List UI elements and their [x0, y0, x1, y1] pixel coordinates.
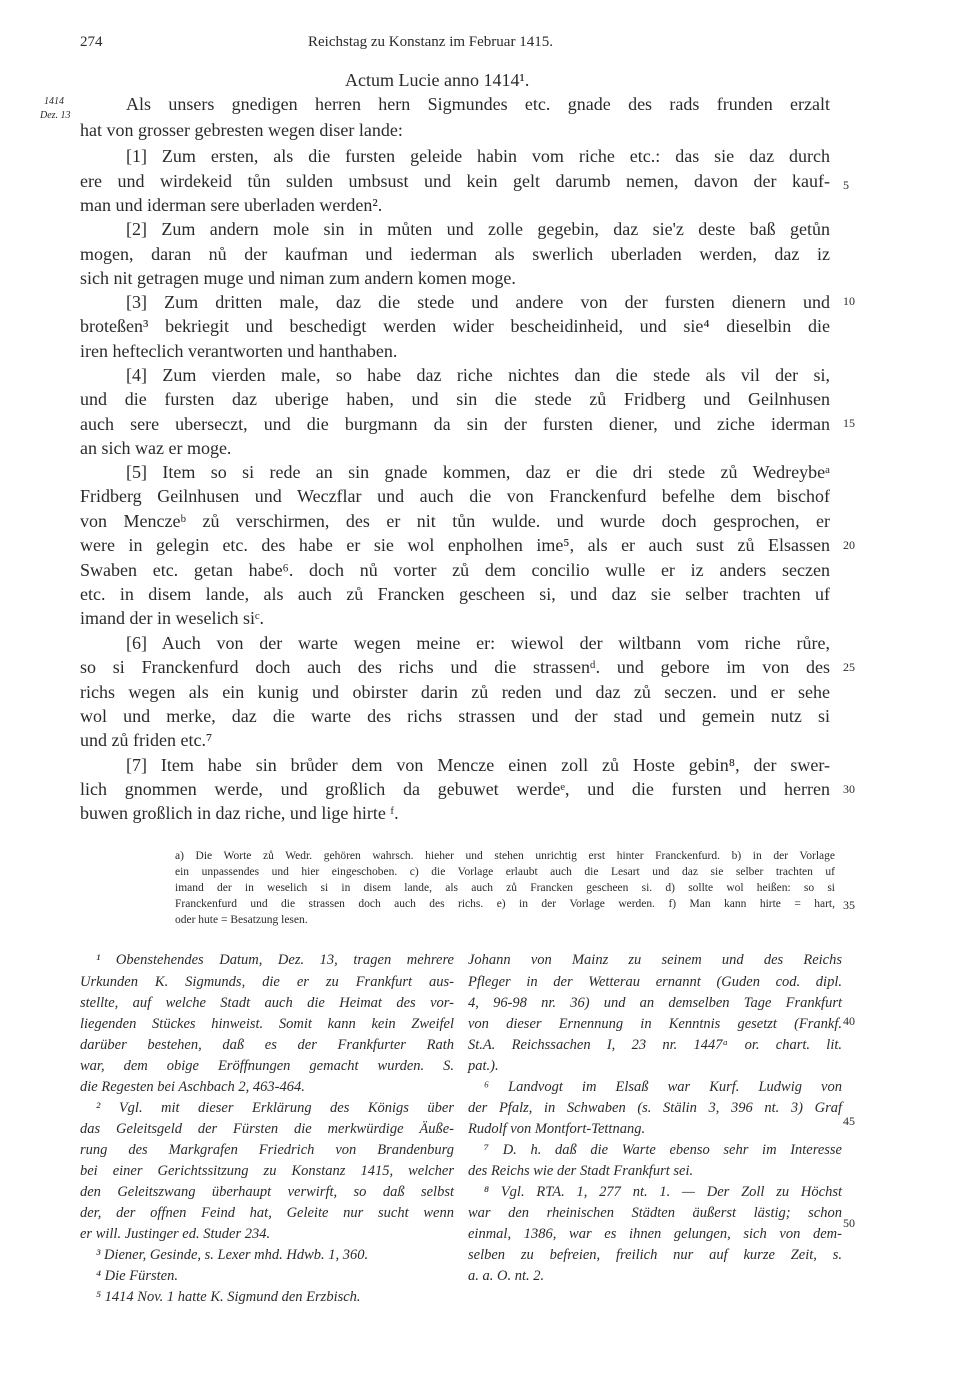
footnote-line: ⁸ Vgl. RTA. 1, 277 nt. 1. — Der Zoll zu Höchst: [484, 1184, 842, 1200]
footnote-line: der Pfalz, in Schwaben (s. Stälin 3, 396 nt. 3) Graf: [468, 1100, 842, 1116]
footnote-line: ³ Diener, Gesinde, s. Lexer mhd. Hdwb. 1, 360.: [96, 1247, 369, 1263]
body-line: ere und wirdekeid tůn sulden umbsust und kein gelt darumb nemen, davon der kauf-: [80, 171, 830, 191]
body-line: [1] Zum ersten, als die fursten geleide habin vom riche etc.: das sie daz durch: [126, 146, 830, 166]
footnote-line: a. a. O. nt. 2.: [468, 1268, 545, 1284]
body-line: [2] Zum andern mole sin in můten und zolle gegebin, daz sie'z deste baß getůn: [126, 219, 830, 239]
body-line: von Menczeᵇ zů verschirmen, des er nit tůn wulde. und wurde doch gesprochen, er: [80, 511, 830, 531]
body-line: und zů friden etc.⁷: [80, 730, 213, 750]
footnote-line: Urkunden K. Sigmunds, die er zu Frankfurt aus-: [80, 974, 454, 990]
body-line: imand der in weselich siᶜ.: [80, 608, 265, 628]
body-line: so si Franckenfurd doch auch des richs und die strassenᵈ. und gebore im von des: [80, 657, 830, 677]
document-heading: Actum Lucie anno 1414¹.: [345, 70, 530, 90]
footnote-line: ⁵ 1414 Nov. 1 hatte K. Sigmund den Erzbisch.: [96, 1289, 361, 1305]
line-number: 5: [843, 178, 849, 192]
body-line: sich nit getragen muge und niman zum andern komen moge.: [80, 268, 516, 288]
body-line: wol und merke, daz die warte des richs strassen und der stad und gemein nutz si: [80, 706, 830, 726]
body-line: [3] Zum dritten male, daz die stede und andere von der fursten dienern und: [126, 292, 830, 312]
body-line: an sich waz er moge.: [80, 438, 232, 458]
footnote-line: rung des Markgrafen Friedrich von Brandenburg: [80, 1142, 454, 1158]
footnote-line: St.A. Reichssachen I, 23 nr. 1447ᵃ or. chart. lit.: [468, 1037, 842, 1053]
footnote-line: 4, 96-98 nr. 36) und an demselben Tage Frankfurt: [468, 995, 842, 1011]
line-number: 50: [843, 1216, 855, 1230]
line-number: 10: [843, 294, 855, 308]
footnote-line: von dieser Ernennung in Kenntnis gesetzt (Frankf.: [468, 1016, 842, 1032]
line-number: 30: [843, 782, 855, 796]
body-line: richs wegen als ein kunig und obirster darin zů reden und daz zů seczen. und er sehe: [80, 682, 830, 702]
margin-date: Dez. 13: [40, 110, 71, 121]
body-line: auch sere uberseczt, und die burgmann da sin der fursten diener, und ziche iderman: [80, 414, 830, 434]
variant-note-line: ein unpassendes und hier eingeschoben. c) die Vorlage erlaubt auch die Lesart und daz sie selber trachten uf: [175, 866, 835, 878]
footnote-line: bei einer Gerichtssitzung zu Konstanz 1415, welcher: [80, 1163, 454, 1179]
footnote-line: ² Vgl. mit dieser Erklärung des Königs über: [96, 1100, 454, 1116]
footnote-line: er will. Justinger ed. Studer 234.: [80, 1226, 271, 1242]
footnote-line: ⁷ D. h. daß die Warte ebenso sehr im Interesse: [484, 1142, 842, 1158]
footnote-line: Johann von Mainz zu seinem und des Reichs: [468, 952, 842, 968]
body-line: etc. in disem lande, als auch zů Francken gescheen si, und daz sie selber trachten uf: [80, 584, 830, 604]
body-line: broteßen³ bekriegit und beschedigt werden wider bescheidinheid, und sie⁴ dieselbin die: [80, 316, 830, 336]
footnote-line: selben zu befreien, freilich nur auf kurze Zeit, s.: [468, 1247, 842, 1263]
footnote-line: war, dem obige Eröffnungen gemacht wurden. S.: [80, 1058, 454, 1074]
footnote-line: den Geleitszwang überhaupt verwirft, so daß selbst: [80, 1184, 454, 1200]
margin-year: 1414: [44, 96, 64, 107]
line-number: 40: [843, 1014, 855, 1028]
body-line: [7] Item habe sin brůder dem von Mencze einen zoll zů Hoste gebin⁸, der swer-: [126, 755, 830, 775]
footnote-line: liegenden Stückes hinweist. Somit kann kein Zweifel: [80, 1016, 454, 1032]
line-number: 35: [843, 898, 855, 912]
footnote-line: der, der offnen Feind hat, Geleite nur sucht wenn: [80, 1205, 454, 1221]
body-line: man und iderman sere uberladen werden².: [80, 195, 383, 215]
body-line: [6] Auch von der warte wegen meine er: wiewol der wiltbann vom riche růre,: [126, 633, 830, 653]
footnote-line: des Reichs wie der Stadt Frankfurt sei.: [468, 1163, 694, 1179]
body-line: Als unsers gnedigen herren hern Sigmundes etc. gnade des rads frunden erzalt: [126, 94, 830, 114]
body-line: hat von grosser gebresten wegen diser lande:: [80, 120, 403, 140]
line-number: 25: [843, 660, 855, 674]
footnote-line: die Regesten bei Aschbach 2, 463-464.: [80, 1079, 305, 1095]
footnote-line: stellte, auf welche Stadt auch die Heimat des vor-: [80, 995, 454, 1011]
footnote-line: ⁴ Die Fürsten.: [96, 1268, 178, 1284]
body-line: und die fursten daz uberige haben, und sin die stede zů Fridberg und Geilnhusen: [80, 389, 830, 409]
variant-note-line: a) Die Worte zů Wedr. gehören wahrsch. hieher und stehen unrichtig erst hinter Franckenfurd. b) in der Vorlage: [175, 850, 835, 862]
footnote-line: das Geleitsgeld der Fürsten die merkwürdige Äuße-: [80, 1121, 454, 1137]
body-line: were in gelegin etc. des habe er sie wol enpholhen ime⁵, als er auch sust zů Elsassen: [80, 535, 830, 555]
body-line: [4] Zum vierden male, so habe daz riche nichtes dan die stede als vil der si,: [126, 365, 830, 385]
line-number: 45: [843, 1114, 855, 1128]
body-line: mogen, daran nů der kaufman und iederman als swerlich uberladen werden, daz iz: [80, 244, 830, 264]
body-line: iren hefteclich verantworten und hanthaben.: [80, 341, 398, 361]
footnote-line: pat.).: [468, 1058, 499, 1074]
footnote-line: darüber bestehen, daß es der Frankfurter Rath: [80, 1037, 454, 1053]
body-line: Swaben etc. getan habe⁶. doch nů vorter zů dem concilio wulle er iz anders seczen: [80, 560, 830, 580]
line-number: 20: [843, 538, 855, 552]
body-line: lich gnommen werde, und großlich da gebuwet werdeᵉ, und die fursten und herren: [80, 779, 830, 799]
body-line: buwen großlich in daz riche, und lige hirte ᶠ.: [80, 803, 399, 823]
footnote-line: Rudolf von Montfort-Tettnang.: [468, 1121, 646, 1137]
running-title: Reichstag zu Konstanz im Februar 1415.: [308, 34, 553, 50]
footnote-line: einmal, 1386, war es ihnen gelungen, sich von dem-: [468, 1226, 842, 1242]
footnote-line: Pfleger in der Wetterau ernannt (Guden cod. dipl.: [468, 974, 842, 990]
footnote-line: ¹ Obenstehendes Datum, Dez. 13, tragen mehrere: [96, 952, 454, 968]
page-number: 274: [80, 34, 103, 50]
variant-note-line: imand der in weselich si in disem lande, als auch zů Francken gescheen si. d) sollte wol heißen: so si: [175, 882, 835, 894]
footnote-line: war den rheinischen Städten äußerst lästig; schon: [468, 1205, 842, 1221]
variant-note-line: Franckenfurd und die strassen doch auch des richs. e) in der Vorlage werden. f) Man kann hirte = hart,: [175, 898, 835, 910]
footnote-line: ⁶ Landvogt im Elsaß war Kurf. Ludwig von: [484, 1079, 842, 1095]
body-line: [5] Item so si rede an sin gnade kommen, daz er die dri stede zů Wedreybeᵃ: [126, 462, 830, 482]
line-number: 15: [843, 416, 855, 430]
body-line: Fridberg Geilnhusen und Weczflar und auch die von Franckenfurd befelhe dem bischof: [80, 486, 830, 506]
variant-note-line: oder hute = Besatzung lesen.: [175, 914, 308, 926]
